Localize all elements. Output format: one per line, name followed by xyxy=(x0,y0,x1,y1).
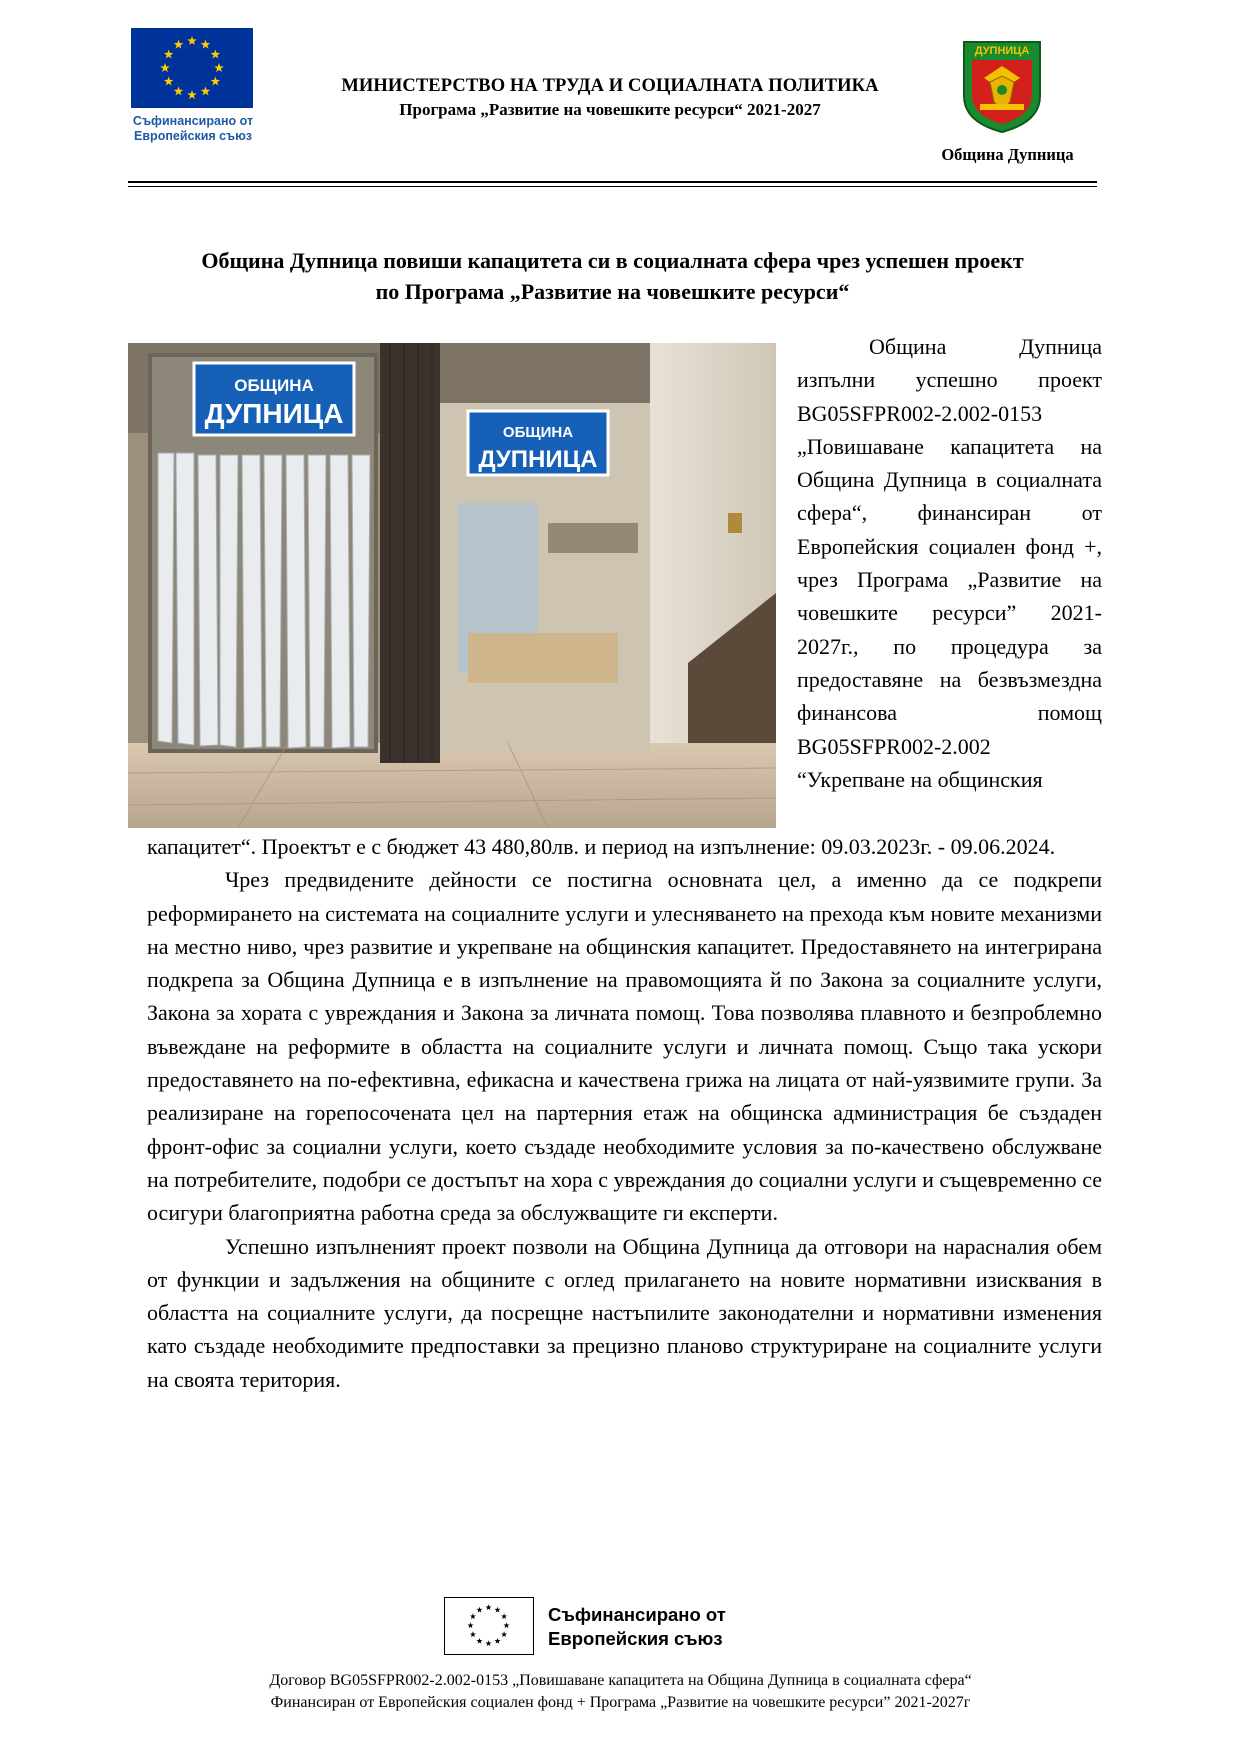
eu-star xyxy=(494,1638,500,1644)
article-title-line2: по Програма „Развитие на човешките ресурси“ xyxy=(375,279,850,304)
sign-right-line2: ДУПНИЦА xyxy=(478,446,598,473)
intro-paragraph-continued: капацитет“. Проектът е с бюджет 43 480,80лв. и период на изпълнение: 09.03.2023г. - 09.06.2024. xyxy=(147,834,1056,859)
eu-star xyxy=(164,77,174,86)
eu-caption-line2: Европейския съюз xyxy=(134,129,252,143)
footer-contract: Договор BG05SFPR002-2.002-0153 „Повишаване капацитета на Община Дупница в социалната сфера“ xyxy=(269,1672,972,1689)
eu-caption xyxy=(131,114,255,144)
eu-star xyxy=(467,1622,473,1628)
intro-paragraph-side: Община Дупница изпълни успешно проект BG05SFPR002-2.002-0153 „Повишаване капацитета на Община Дупница в социалната сфера“, финансиран от Европейския социален фонд +, чрез Програма „Развитие на човешките ресурси” 2021-2027г., по процедура за предоставяне на безвъзмездна финансова помощ BG05SFPR002-2.002 “Укрепване на общинския xyxy=(797,334,1102,792)
eu-star xyxy=(187,90,197,99)
crest-text: ДУПНИЦА xyxy=(974,45,1030,57)
eu-star xyxy=(501,1631,507,1637)
eu-star xyxy=(470,1631,476,1637)
eu-star xyxy=(485,1604,491,1610)
intro-paragraph xyxy=(797,330,1102,796)
article-title xyxy=(128,245,1097,307)
eu-star xyxy=(470,1613,476,1619)
sign-right-line1: ОБЩИНА xyxy=(502,424,574,441)
body-text xyxy=(147,830,1102,1396)
ministry-name: МИНИСТЕРСТВО НА ТРУДА И СОЦИАЛНАТА ПОЛИТИКА xyxy=(341,76,879,96)
footer-eu-caption xyxy=(548,1603,726,1651)
eu-star xyxy=(476,1638,482,1644)
eu-star xyxy=(501,1613,507,1619)
municipality-caption: Община Дупница xyxy=(941,145,1074,164)
eu-star xyxy=(211,77,221,86)
front-office-photo xyxy=(128,343,776,828)
programme-name: Програма „Развитие на човешките ресурси“ 2021-2027 xyxy=(399,100,821,119)
header-rule-thick xyxy=(128,181,1097,183)
eu-star xyxy=(485,1640,491,1646)
municipality-crest-icon xyxy=(960,38,1044,134)
eu-star xyxy=(164,50,174,59)
footer-eu-caption-line1: Съфинансирано от xyxy=(548,1604,726,1625)
eu-star xyxy=(201,86,211,95)
header-rule-thin xyxy=(128,186,1097,187)
eu-caption-line1: Съфинансирано от xyxy=(132,114,254,128)
eu-star xyxy=(174,86,184,95)
eu-star xyxy=(201,40,211,49)
eu-star xyxy=(476,1607,482,1613)
sign-left-line1: ОБЩИНА xyxy=(234,376,314,395)
footer-eu-caption-line2: Европейския съюз xyxy=(548,1628,723,1649)
eu-flag-icon xyxy=(131,28,253,108)
eu-star xyxy=(160,63,170,72)
eu-star xyxy=(187,36,197,45)
sign-left-line2: ДУПНИЦА xyxy=(204,398,344,429)
article-title-line1: Община Дупница повиши капацитета си в социалната сфера чрез успешен проект xyxy=(201,248,1024,273)
eu-star xyxy=(174,40,184,49)
eu-star xyxy=(494,1607,500,1613)
eu-star xyxy=(503,1622,509,1628)
paragraph-outcome: Успешно изпълненият проект позволи на Община Дупница да отговори на нарасналия обем от функции и задължения на общините с оглед прилагането на новите нормативни изисквания в областта на социалните услуги, да посрещне настъпилите законодателни и нормативни изменения като създаде необходимите предпоставки за прецизно планово структуриране на социалните услуги на своята територия. xyxy=(147,1233,1102,1392)
eu-star xyxy=(211,50,221,59)
ministry-heading xyxy=(280,76,940,120)
footer-eu-logo xyxy=(444,1597,794,1655)
footer-funding: Финансиран от Европейския социален фонд + Програма „Развитие на човешките ресурси” 2021-2027г xyxy=(270,1694,971,1711)
paragraph-goals: Чрез предвидените дейности се постигна основната цел, а именно да се подкрепи реформирането на системата на социалните услуги и улесняването на прехода към новите механизми на местно ниво, чрез развитие и укрепване на общинския капацитет. Предоставянето на интегрирана подкрепа за Община Дупница е в изпълнение на правомощията й по Закона за социалните услуги, Закона за хората с увреждания и Закона за личната помощ. Това позволява плавното и безпроблемно въвеждане на реформите в областта на социалните услуги и личната помощ. Също така ускори предоставянето на по-ефективна, ефикасна и качествена грижа на лицата от най-уязвимите групи. За реализиране на горепосочената цел на партерния етаж на общинска администрация бе създаден фронт-офис за социални услуги, което създаде необходимите условия за по-качествено обслужване на потребителите, подобри се достъпът на хора с увреждания до социални услуги и същевременно се осигури благоприятна работна среда за обслужващите ги експерти. xyxy=(147,867,1102,1226)
eu-logo xyxy=(131,28,255,144)
eu-star xyxy=(214,63,224,72)
footer-eu-flag-icon xyxy=(444,1597,534,1655)
